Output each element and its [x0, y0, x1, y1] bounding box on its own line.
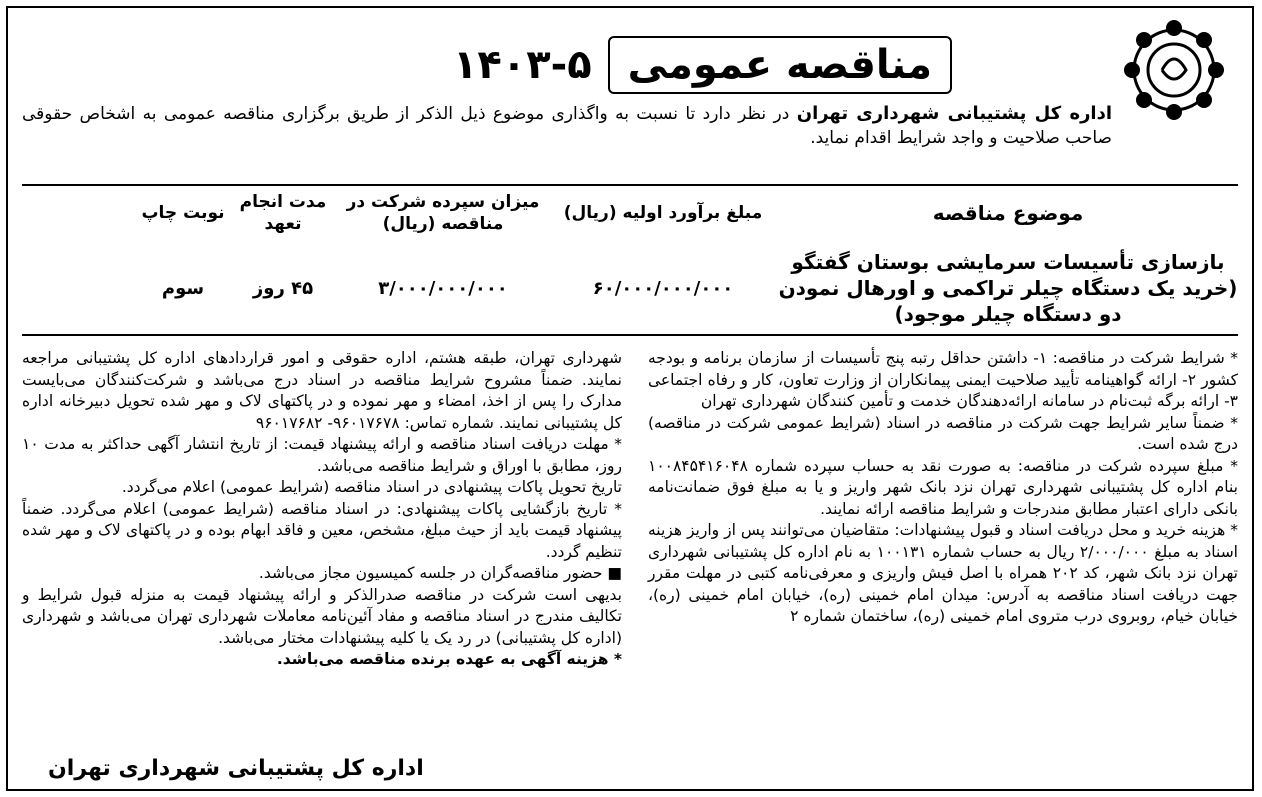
cell-subject: بازسازی تأسیسات سرمایشی بوستان گفتگو (خرید یک دستگاه چیلر تراکمی و اورهال نمودن دو دستگاه چیلر موجود) — [778, 250, 1238, 326]
table-header — [22, 190, 1238, 236]
cell-estimate: ۶۰/۰۰۰/۰۰۰/۰۰۰ — [592, 277, 734, 299]
cell-print-round: سوم — [161, 277, 205, 299]
paragraph: * مهلت دریافت اسناد مناقصه و ارائه پیشنهاد قیمت: از تاریخ انتشار آگهی حداکثر به مدت ۱۰ روز، مطابق با اوراق و شرایط مناقصه می‌باشد. — [22, 435, 622, 475]
tender-code: ۱۴۰۳-۵ — [452, 42, 592, 88]
intro-paragraph — [22, 102, 1112, 150]
tender-notice — [6, 6, 1254, 791]
intro-org: اداره کل پشتیبانی شهرداری تهران — [796, 103, 1113, 124]
municipality-logo — [1114, 18, 1234, 148]
paragraph: * هزینه خرید و محل دریافت اسناد و قبول پیشنهادات: متقاضیان می‌توانند پس از واریز هزینه اسناد به مبلغ ۲/۰۰۰/۰۰۰ ریال به حساب شماره ۱۰۰۱۳۱ به نام اداره کل پشتیبانی شهرداری تهران نزد بانک شهر، کد ۲۰۲ همراه با اصل فیش واریزی و معرفی‌نامه کتبی در مهلت مقرر جهت دریافت اسناد مناقصه به آدرس: میدان امام خمینی (ره)، خیابان امام خمینی (ره)، خیابان خیام، روبروی درب متروی امام خمینی (ره)، ساختمان شماره ۲ — [648, 521, 1238, 625]
paragraph: * مبلغ سپرده شرکت در مناقصه: به صورت نقد به حساب سپرده شماره ۱۰۰۸۴۵۴۱۶۰۴۸ بنام اداره کل پشتیبانی شهرداری تهران نزد بانک شهر واریز و یا به مبلغ فوق ضمانت‌نامه بانکی دارای اعتبار مطابق مندرجات و شرایط مناقصه ارائه نمایند. — [648, 456, 1238, 518]
paragraph: * تاریخ بازگشایی پاکات پیشنهادی: در اسناد مناقصه (شرایط عمومی) اعلام می‌گردد. ضمناً پیشنهاد قیمت باید از حیث مبلغ، مشخص، معین و فاقد ابهام بوده و در پاکتهای لاک و مهر شده تنظیم گردد. — [22, 499, 622, 561]
paragraph: * هزینه آگهی به عهده برنده مناقصه می‌باشد. — [276, 650, 622, 668]
divider — [22, 334, 1238, 336]
paragraph: بدیهی است شرکت در مناقصه صدرالذکر و ارائه پیشنهاد قیمت به منزله قبول شرایط و تکالیف مندرج در اسناد مناقصه و مفاد آئین‌نامه معاملات شهرداری تهران می‌باشد و شهرداری (اداره کل پشتیبانی) در رد یک یا کلیه پیشنهادات مختار می‌باشد. — [22, 585, 622, 647]
table-row — [22, 248, 1238, 328]
conditions-right-column — [648, 348, 1238, 628]
divider — [22, 184, 1238, 186]
signature: اداره کل پشتیبانی شهرداری تهران — [48, 756, 424, 781]
cell-deposit: ۳/۰۰۰/۰۰۰/۰۰۰ — [378, 277, 508, 299]
header-estimate: مبلغ برآورد اولیه (ریال) — [563, 203, 763, 223]
paragraph: * شرایط شرکت در مناقصه: ۱- داشتن حداقل رتبه پنج تأسیسات از سازمان برنامه و بودجه کشور ۲- ارائه گواهینامه تأیید صلاحیت ایمنی پیمانکاران از وزارت تعاون، کار و رفاه اجتماعی ۳- ارائه برگه ثبت‌نام در سامانه ارائه‌دهندگان خدمت و تأمین کنندگان شهرداری تهران — [648, 349, 1238, 410]
header-subject: موضوع مناقصه — [932, 201, 1084, 225]
header-deposit: میزان سپرده شرکت در مناقصه (ریال) — [346, 192, 540, 234]
cell-duration: ۴۵ روز — [252, 277, 314, 299]
paragraph: ■ حضور مناقصه‌گران در جلسه کمیسیون مجاز می‌باشد. — [258, 564, 622, 582]
conditions-left-column — [22, 348, 622, 671]
header-banner — [453, 36, 952, 94]
header-duration: مدت انجام تعهد — [239, 192, 327, 234]
header-print-round: نوبت چاپ — [141, 203, 225, 223]
paragraph: تاریخ تحویل پاکات پیشنهادی در اسناد مناقصه (شرایط عمومی) اعلام می‌گردد. — [121, 478, 622, 496]
intro-text: در نظر دارد تا نسبت به واگذاری موضوع ذیل الذکر از طریق برگزاری مناقصه عمومی به اشخاص حقوقی صاحب صلاحیت و واجد شرایط اقدام نماید. — [22, 104, 1112, 148]
banner-title: مناقصه عمومی — [608, 36, 952, 94]
paragraph: * ضمناً سایر شرایط جهت شرکت در مناقصه در اسناد (شرایط عمومی شرکت در مناقصه) درج شده است. — [648, 413, 1238, 453]
paragraph: شهرداری تهران، طبقه هشتم، اداره حقوقی و امور قراردادهای اداره کل پشتیبانی مراجعه نمایند. ضمناً مشروح شرایط مناقصه در اسناد درج می‌باشد و شرکت‌کنندگان می‌بایست مدارک را پس از اخذ، امضاء و مهر نموده و در پاکتهای لاک و مهر شده تحویل دبیرخانه اداره کل پشتیبانی نمایند. شماره تماس: ۹۶۰۱۷۶۷۸- ۹۶۰۱۷۶۸۲ — [22, 349, 622, 432]
